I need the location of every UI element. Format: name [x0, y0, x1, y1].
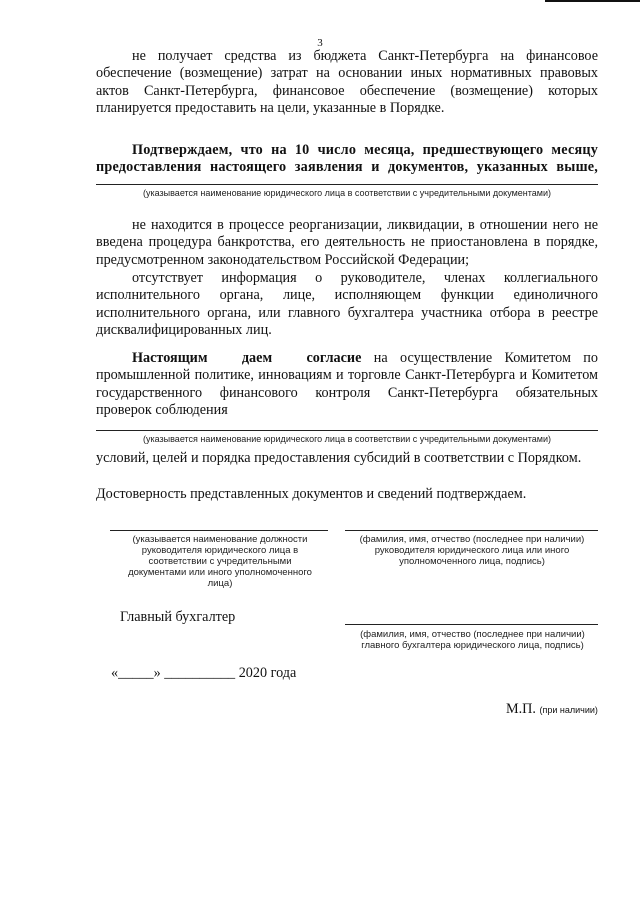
stamp-note: (при наличии) [539, 705, 598, 715]
position-caption: (указывается наименование должности руководителя юридического лица в соответствии с учредительными документами или иного уполномоченного лица) [128, 534, 312, 589]
org-name-line-2 [96, 430, 598, 431]
paragraph-reorganization [96, 217, 598, 269]
paragraph-consent-text [96, 350, 598, 419]
top-edge-rule [545, 0, 640, 2]
reliability-line: Достоверность представленных документов и сведений подтверждаем. [96, 486, 527, 502]
paragraph-disqualified [96, 270, 598, 339]
head-fio-signature-line [345, 530, 598, 531]
date-line: «_____» __________ 2020 года [111, 665, 297, 681]
paragraph-budget-funds-text: не получает средства из бюджета Санкт-Петербурга на финансовое обеспечение (возмещение) затрат на основании иных нормативных правовых актов Санкт-Петербурга, финансовое обеспечение (возмещение) которых планируется предоставить на цели, указанные в Порядке. [96, 48, 598, 116]
org-name-line-1 [96, 184, 598, 185]
position-signature-line [110, 530, 328, 531]
paragraph-consent [96, 350, 598, 419]
confirmation-heading-text: Подтверждаем, что на 10 число месяца, предшествующего месяцу предоставления настоящего заявления и документов, указанных выше, [96, 142, 598, 176]
org-name-caption-1: (указывается наименование юридического лица в соответствии с учредительными документами) [143, 188, 551, 198]
accountant-fio-caption: (фамилия, имя, отчество (последнее при наличии) главного бухгалтера юридического лица, подпись) [360, 629, 585, 651]
accountant-fio-signature-line [345, 624, 598, 625]
stamp-text: М.П. [506, 701, 536, 717]
consent-rest: на осуществление Комитетом по промышленной политике, инновациям и торговле Санкт-Петербурга и Комитетом государственного финансового контроля Санкт-Петербурга обязательных проверок соблюдения [96, 350, 598, 418]
paragraph-budget-funds [96, 48, 598, 117]
head-fio-caption: (фамилия, имя, отчество (последнее при наличии) руководителя юридического лица или иного уполномоченного лица, подпись) [359, 534, 585, 567]
paragraph-reorganization-text: не находится в процессе реорганизации, ликвидации, в отношении него не введена процедура банкротства, его деятельность не приостановлена в порядке, предусмотренном законодательством Российской Федерации; [96, 217, 598, 268]
page-number: 3 [317, 37, 323, 49]
confirmation-heading [96, 142, 598, 177]
consent-bold: Настоящим даем согласие [132, 350, 362, 366]
org-name-caption-2: (указывается наименование юридического лица в соответствии с учредительными документами) [143, 434, 551, 444]
paragraph-disqualified-text: отсутствует информация о руководителе, членах коллегиального исполнительного органа, лице, исполняющем функции единоличного исполнительного органа, или главного бухгалтера участника отбора в реестре дисквалифицированных лиц. [96, 270, 598, 338]
chief-accountant-label: Главный бухгалтер [120, 609, 236, 625]
stamp-label [506, 701, 598, 719]
conditions-line: условий, целей и порядка предоставления субсидий в соответствии с Порядком. [96, 450, 582, 466]
